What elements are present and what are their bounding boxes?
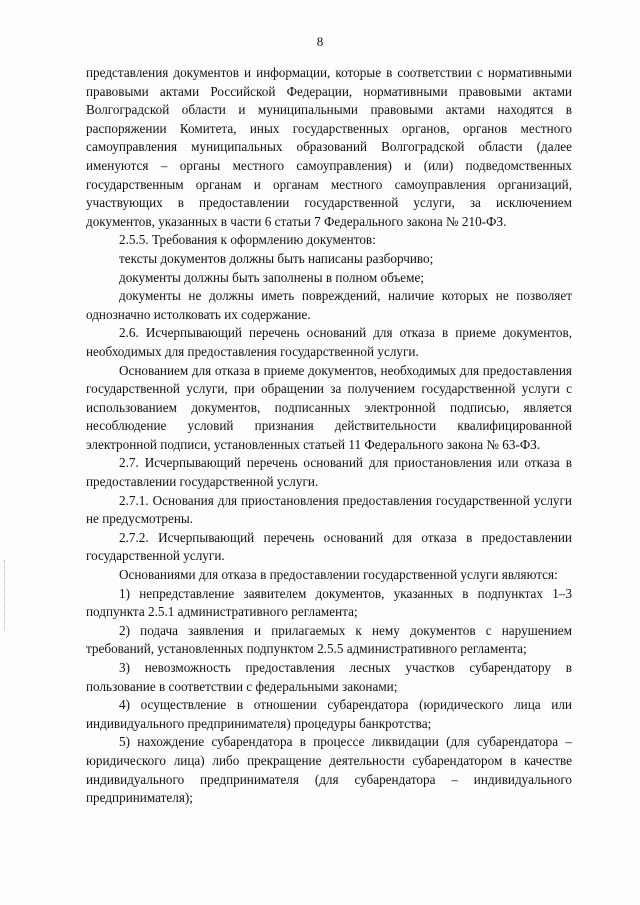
- page-number: 8: [316, 34, 324, 49]
- paragraph: 2.6. Исчерпывающий перечень оснований для отказа в приеме документов, необходимых для предоставления государственной услуги.: [86, 325, 572, 359]
- list-item: 3) невозможность предоставления лесных участков субарендатору в пользование в соответствии с федеральными законами;: [86, 660, 572, 694]
- list-item: 2) подача заявления и прилагаемых к нему документов с нарушением требований, установленных подпунктом 2.5.5 административного регламента;: [86, 622, 572, 657]
- paragraph: 2.7.2. Исчерпывающий перечень оснований для отказа в предоставлении государственной услуги.: [86, 529, 572, 564]
- scan-margin-mark: [4, 560, 6, 630]
- list-item: 1) непредставление заявителем документов, указанных в подпунктах 1–3 подпункта 2.5.1 административного регламента;: [86, 585, 572, 620]
- paragraph: 2.7. Исчерпывающий перечень оснований для приостановления или отказа в предоставлении государственной услуги.: [86, 455, 572, 490]
- list-item: 5) нахождение субарендатора в процессе ликвидации (для субарендатора – юридического лица) либо прекращение деятельности субарендатором в качестве индивидуального предпринимателя (для субарендатора – индивидуального предпринимателя);: [86, 734, 572, 806]
- paragraph: документы не должны иметь повреждений, наличие которых не позволяет однозначно истолковать их содержание.: [86, 288, 572, 322]
- paragraph: документы должны быть заполнены в полном объеме;: [119, 269, 425, 285]
- paragraph: Основанием для отказа в приеме документов, необходимых для предоставления государственной услуги, при обращении за получением государственной услуги с использованием документов, подписанных электронной подписью, является несоблюдение условий признания действительности квалифицированной электронной подписи, установленных статьей 11 Федерального закона № 63-ФЗ.: [86, 362, 572, 452]
- paragraph: 2.5.5. Требования к оформлению документов:: [119, 232, 376, 248]
- paragraph: 2.7.1. Основания для приостановления предоставления государственной услуги не предусмотрены.: [86, 492, 572, 527]
- paragraph: представления документов и информации, которые в соответствии с нормативными правовыми актами Российской Федерации, нормативными правовыми актами Волгоградской области и муниципальными правовыми актами находятся в распоряжении Комитета, иных государственных органов, органов местного самоуправления муниципальных образований Волгоградской области (далее именуются – органы местного самоуправления) и (или) подведомственных государственным органам и органам местного самоуправления организаций, участвующих в предоставлении государственной услуги, за исключением документов, указанных в части 6 статьи 7 Федерального закона № 210-ФЗ.: [86, 65, 572, 229]
- list-item: 4) осуществление в отношении субарендатора (юридического лица или индивидуального предпринимателя) процедуры банкротства;: [86, 697, 572, 731]
- paragraph: тексты документов должны быть написаны разборчиво;: [119, 250, 434, 266]
- document-body: [86, 64, 572, 808]
- paragraph: Основаниями для отказа в предоставлении государственной услуги являются:: [119, 567, 558, 583]
